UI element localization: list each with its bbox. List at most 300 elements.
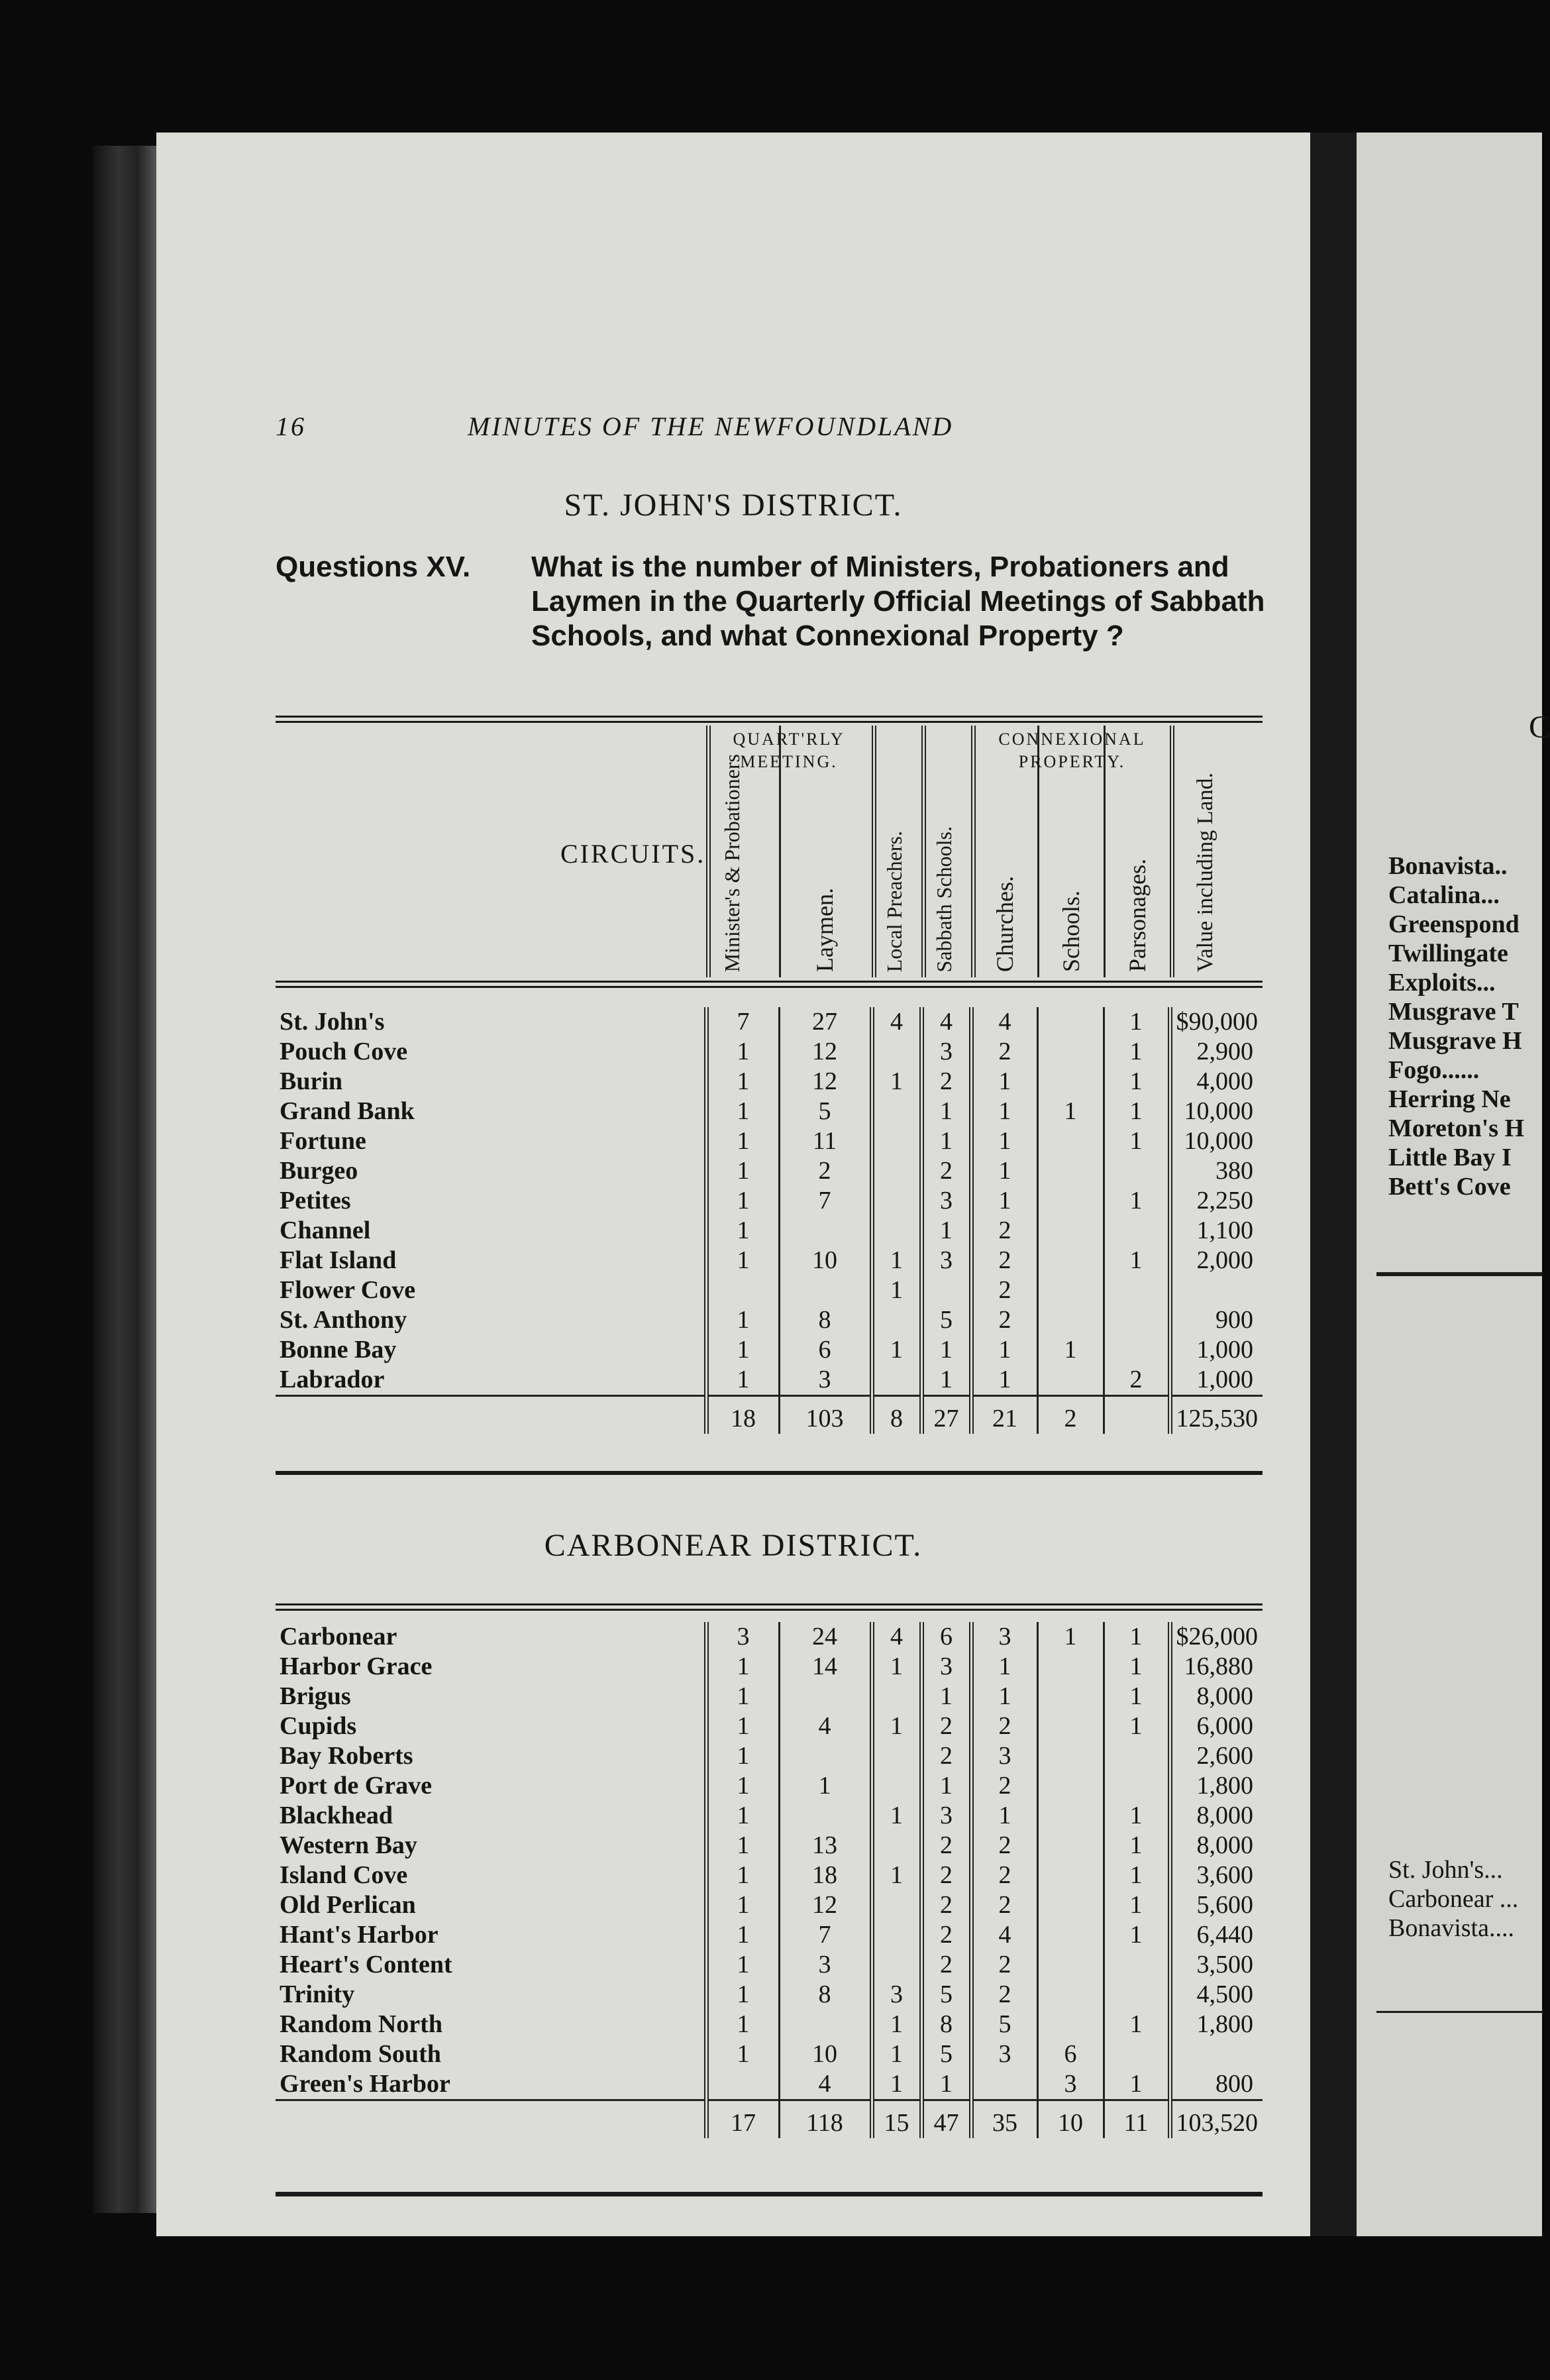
book-spine [93, 146, 156, 2213]
cell-ch: 4 [971, 1007, 1037, 1037]
cell-min: 1 [706, 1950, 779, 1980]
table-row [276, 1067, 1263, 1097]
cell-val: 1,000 [1170, 1335, 1263, 1365]
total-val: 103,520 [1170, 2100, 1263, 2139]
cell-min: 1 [706, 1890, 779, 1920]
circuit-name: Hant's Harbor [280, 1921, 439, 1949]
totals-label-cell [276, 2100, 706, 2139]
col-parsonages: Parsonages. [1124, 859, 1151, 972]
table-row [276, 1831, 1263, 1861]
cell-min: 1 [706, 1067, 779, 1097]
cell-val: 6,440 [1170, 1920, 1263, 1950]
cell-ch: 5 [971, 2010, 1037, 2039]
circuit-name: Brigus [280, 1682, 351, 1710]
cell-min: 1 [706, 1741, 779, 1771]
cell-min: 1 [706, 2039, 779, 2069]
cell-val: 8,000 [1170, 1682, 1263, 1711]
cell-sc [1037, 1067, 1104, 1097]
cell-lay [779, 1741, 872, 1771]
table-row [276, 1305, 1263, 1335]
cell-ss: 1 [921, 1335, 971, 1365]
cell-min: 1 [706, 1831, 779, 1861]
cell-sc [1037, 1365, 1104, 1396]
right-page-list-item: Catalina... [1388, 881, 1500, 909]
cell-val: 16,880 [1170, 1652, 1263, 1682]
cell-pa: 1 [1104, 1652, 1170, 1682]
col-local-preachers: Local Preachers. [882, 830, 906, 972]
cell-pa [1104, 1771, 1170, 1801]
table-row [276, 1097, 1263, 1126]
circuit-name: Pouch Cove [280, 1038, 408, 1065]
cell-ch: 1 [971, 1067, 1037, 1097]
cell-min: 1 [706, 1980, 779, 2010]
table-row [276, 1007, 1263, 1037]
cell-pa: 1 [1104, 1186, 1170, 1216]
rule [276, 981, 1263, 983]
cell-sc [1037, 1275, 1104, 1305]
cell-pa [1104, 1950, 1170, 1980]
col-sabbath-schools: Sabbath Schools. [932, 826, 956, 972]
cell-pa: 1 [1104, 1067, 1170, 1097]
circuit-name: Heart's Content [280, 1951, 452, 1978]
circuit-name: Channel [280, 1217, 371, 1244]
rule [276, 1471, 1263, 1475]
cell-ss: 3 [921, 1186, 971, 1216]
cell-ch: 4 [971, 1920, 1037, 1950]
cell-pa: 1 [1104, 1007, 1170, 1037]
cell-val: 10,000 [1170, 1097, 1263, 1126]
cell-ch: 1 [971, 1365, 1037, 1396]
circuit-name: Cupids [280, 1712, 357, 1740]
col-value: Value including Land. [1193, 772, 1217, 972]
cell-sc [1037, 1950, 1104, 1980]
cell-ch: 1 [971, 1335, 1037, 1365]
cell-lp: 1 [872, 1275, 921, 1305]
cell-pa [1104, 1216, 1170, 1246]
cell-lp [872, 1950, 921, 1980]
cell-lp [872, 1365, 921, 1396]
cell-val: 1,800 [1170, 2010, 1263, 2039]
cell-lay: 1 [779, 1771, 872, 1801]
cell-lay: 12 [779, 1067, 872, 1097]
table-row [276, 1246, 1263, 1275]
cell-lay: 12 [779, 1890, 872, 1920]
table-row [276, 1771, 1263, 1801]
table-row [276, 1920, 1263, 1950]
cell-sc: 1 [1037, 1622, 1104, 1652]
circuit-name: Old Perlican [280, 1891, 416, 1919]
cell-ch: 1 [971, 1097, 1037, 1126]
col-ministers: Minister's & Probationers [720, 753, 744, 972]
table-row [276, 1741, 1263, 1771]
cell-lp [872, 1216, 921, 1246]
rule [1376, 1272, 1542, 1276]
table-row [276, 2069, 1263, 2100]
cell-ss: 2 [921, 1711, 971, 1741]
circuit-name: Green's Harbor [280, 2070, 450, 2098]
circuit-name: Harbor Grace [280, 1652, 433, 1680]
cell-min: 1 [706, 1861, 779, 1890]
cell-lp: 1 [872, 2010, 921, 2039]
cell-val: 3,500 [1170, 1950, 1263, 1980]
cell-ch: 1 [971, 1126, 1037, 1156]
cell-pa [1104, 1156, 1170, 1186]
cell-sc [1037, 1771, 1104, 1801]
column-divider [921, 726, 926, 977]
circuit-name: Flat Island [280, 1246, 397, 1274]
total-min: 17 [706, 2100, 779, 2139]
cell-ch: 3 [971, 1741, 1037, 1771]
cell-min: 1 [706, 1216, 779, 1246]
table-row [276, 1037, 1263, 1067]
rule [276, 716, 1263, 718]
cell-pa: 1 [1104, 1126, 1170, 1156]
cell-lp: 1 [872, 1246, 921, 1275]
table-row [276, 1980, 1263, 2010]
cell-pa: 1 [1104, 1831, 1170, 1861]
table-row [276, 1861, 1263, 1890]
cell-ch: 1 [971, 1186, 1037, 1216]
cell-val: $90,000 [1170, 1007, 1263, 1037]
cell-ss: 1 [921, 1771, 971, 1801]
right-page [1357, 133, 1550, 2236]
cell-lay: 12 [779, 1037, 872, 1067]
cell-lay: 27 [779, 1007, 872, 1037]
cell-pa: 1 [1104, 1920, 1170, 1950]
cell-ch: 2 [971, 1246, 1037, 1275]
cell-val: 2,000 [1170, 1246, 1263, 1275]
right-page-letter: C [1529, 710, 1550, 745]
rule [1376, 2011, 1542, 2013]
cell-val: 1,000 [1170, 1365, 1263, 1396]
total-min: 18 [706, 1396, 779, 1434]
right-page-list-item: Carbonear ... [1388, 1885, 1519, 1913]
cell-lay: 4 [779, 1711, 872, 1741]
cell-val: $26,000 [1170, 1622, 1263, 1652]
cell-ch: 3 [971, 1622, 1037, 1652]
cell-ch: 2 [971, 1980, 1037, 2010]
cell-lp [872, 1890, 921, 1920]
totals-label-cell [276, 1396, 706, 1434]
cell-min: 1 [706, 1335, 779, 1365]
cell-val: 3,600 [1170, 1861, 1263, 1890]
cell-lp [872, 1156, 921, 1186]
cell-lay: 3 [779, 1365, 872, 1396]
cell-lp: 1 [872, 2039, 921, 2069]
cell-ss [921, 1275, 971, 1305]
cell-ss: 2 [921, 1831, 971, 1861]
cell-ss: 6 [921, 1622, 971, 1652]
book-gutter [1310, 133, 1357, 2236]
cell-lp: 4 [872, 1622, 921, 1652]
cell-lay [779, 1801, 872, 1831]
right-page-list-top [1388, 851, 1524, 1201]
cell-pa: 1 [1104, 1801, 1170, 1831]
circuits-header: CIRCUITS. [560, 839, 706, 869]
cell-min: 1 [706, 1365, 779, 1396]
cell-val: 4,000 [1170, 1067, 1263, 1097]
total-lay: 118 [779, 2100, 872, 2139]
cell-min [706, 1275, 779, 1305]
carbonear-district-title: CARBONEAR DISTRICT. [544, 1528, 923, 1563]
right-page-list-item: Little Bay I [1388, 1144, 1512, 1171]
circuit-name: Petites [280, 1187, 351, 1215]
cell-ch: 1 [971, 1801, 1037, 1831]
circuit-name: Bay Roberts [280, 1742, 413, 1770]
column-divider [872, 726, 876, 977]
cell-ch: 2 [971, 1711, 1037, 1741]
cell-ss: 3 [921, 1652, 971, 1682]
circuit-name: Flower Cove [280, 1276, 416, 1304]
table-row [276, 1335, 1263, 1365]
cell-val: 6,000 [1170, 1711, 1263, 1741]
cell-lay: 11 [779, 1126, 872, 1156]
cell-min: 1 [706, 2010, 779, 2039]
right-page-list-item: Moreton's H [1388, 1114, 1525, 1142]
cell-sc [1037, 1980, 1104, 2010]
cell-min: 7 [706, 1007, 779, 1037]
total-ss: 27 [921, 1396, 971, 1434]
cell-pa: 1 [1104, 2069, 1170, 2100]
circuit-name: St. John's [280, 1008, 385, 1036]
rule [276, 1609, 1263, 1611]
cell-ss: 3 [921, 1246, 971, 1275]
cell-min: 3 [706, 1622, 779, 1652]
table-row [276, 1156, 1263, 1186]
cell-ss: 2 [921, 1156, 971, 1186]
circuit-name: Carbonear [280, 1623, 397, 1650]
total-lp: 8 [872, 1396, 921, 1434]
cell-val: 8,000 [1170, 1831, 1263, 1861]
cell-val: 900 [1170, 1305, 1263, 1335]
circuit-name: Blackhead [280, 1802, 393, 1829]
circuit-name: Random North [280, 2010, 442, 2038]
total-sc: 10 [1037, 2100, 1104, 2139]
cell-pa [1104, 1305, 1170, 1335]
cell-min: 1 [706, 1186, 779, 1216]
cell-min: 1 [706, 1711, 779, 1741]
circuit-name: Bonne Bay [280, 1336, 397, 1364]
question-label: Questions XV. [276, 551, 471, 583]
cell-sc [1037, 1305, 1104, 1335]
cell-pa [1104, 1275, 1170, 1305]
cell-ss: 1 [921, 1216, 971, 1246]
cell-lp [872, 1741, 921, 1771]
cell-lay [779, 2010, 872, 2039]
cell-lp [872, 1831, 921, 1861]
cell-lay [779, 1275, 872, 1305]
cell-pa: 1 [1104, 1622, 1170, 1652]
right-page-list-item: Fogo...... [1388, 1056, 1480, 1084]
carbonear-table [276, 1622, 1263, 2138]
cell-lay [779, 1216, 872, 1246]
cell-lp [872, 1186, 921, 1216]
cell-lay: 4 [779, 2069, 872, 2100]
cell-ch: 2 [971, 1216, 1037, 1246]
cell-min: 1 [706, 1246, 779, 1275]
cell-sc: 6 [1037, 2039, 1104, 2069]
table-row [276, 1652, 1263, 1682]
cell-lp [872, 1037, 921, 1067]
cell-ch: 2 [971, 1831, 1037, 1861]
cell-ss: 5 [921, 2039, 971, 2069]
cell-ch: 1 [971, 1682, 1037, 1711]
circuit-name: Port de Grave [280, 1772, 433, 1800]
cell-sc [1037, 1652, 1104, 1682]
cell-val: 800 [1170, 2069, 1263, 2100]
table-row [276, 2010, 1263, 2039]
cell-min: 1 [706, 1920, 779, 1950]
cell-lay: 18 [779, 1861, 872, 1890]
cell-lp [872, 1920, 921, 1950]
cell-pa: 1 [1104, 2010, 1170, 2039]
cell-ss: 4 [921, 1007, 971, 1037]
right-page-list-item: St. John's... [1388, 1856, 1503, 1884]
circuit-name: Random South [280, 2040, 441, 2068]
total-lp: 15 [872, 2100, 921, 2139]
circuit-name: Island Cove [280, 1861, 408, 1889]
running-title: MINUTES OF THE NEWFOUNDLAND [468, 411, 954, 441]
right-page-list-item: Bonavista.. [1388, 852, 1508, 880]
cell-ss: 2 [921, 1950, 971, 1980]
cell-val: 4,500 [1170, 1980, 1263, 2010]
column-divider [1170, 726, 1174, 977]
stjohns-table [276, 1007, 1263, 1434]
cell-min: 1 [706, 1682, 779, 1711]
cell-min: 1 [706, 1156, 779, 1186]
total-pa [1104, 1396, 1170, 1434]
cell-sc [1037, 1216, 1104, 1246]
cell-lay: 3 [779, 1950, 872, 1980]
cell-min: 1 [706, 1305, 779, 1335]
cell-lp [872, 1682, 921, 1711]
cell-ch: 1 [971, 1156, 1037, 1186]
cell-min: 1 [706, 1126, 779, 1156]
table-header [276, 726, 1263, 977]
circuit-name: Grand Bank [280, 1097, 415, 1125]
cell-val: 1,800 [1170, 1771, 1263, 1801]
cell-lp: 1 [872, 1801, 921, 1831]
cell-sc [1037, 1920, 1104, 1950]
cell-sc [1037, 1801, 1104, 1831]
cell-lp: 4 [872, 1007, 921, 1037]
cell-lp: 1 [872, 1711, 921, 1741]
rule [276, 986, 1263, 988]
right-page-list-item: Bett's Cove [1388, 1173, 1511, 1201]
cell-pa: 1 [1104, 1861, 1170, 1890]
right-page-list-item: Musgrave T [1388, 998, 1519, 1026]
cell-pa: 1 [1104, 1682, 1170, 1711]
page-number: 16 [276, 411, 306, 441]
cell-lay: 8 [779, 1980, 872, 2010]
right-page-list-item: Twillingate [1388, 940, 1508, 967]
cell-lay: 8 [779, 1305, 872, 1335]
total-lay: 103 [779, 1396, 872, 1434]
cell-lp: 1 [872, 1335, 921, 1365]
cell-min: 1 [706, 1097, 779, 1126]
cell-lay: 7 [779, 1920, 872, 1950]
cell-lp: 1 [872, 1861, 921, 1890]
total-ss: 47 [921, 2100, 971, 2139]
cell-lp: 1 [872, 2069, 921, 2100]
cell-ss: 1 [921, 2069, 971, 2100]
right-page-list-item: Musgrave H [1388, 1027, 1522, 1055]
totals-row [276, 2100, 1263, 2139]
cell-val: 1,100 [1170, 1216, 1263, 1246]
col-laymen: Laymen. [811, 888, 838, 972]
cell-ch: 2 [971, 1037, 1037, 1067]
cell-ch: 2 [971, 1771, 1037, 1801]
cell-sc [1037, 1890, 1104, 1920]
circuit-name: Fortune [280, 1127, 366, 1155]
cell-lay: 10 [779, 1246, 872, 1275]
cell-lp: 1 [872, 1067, 921, 1097]
cell-min: 1 [706, 1771, 779, 1801]
total-val: 125,530 [1170, 1396, 1263, 1434]
cell-sc [1037, 1246, 1104, 1275]
cell-sc [1037, 1007, 1104, 1037]
cell-pa: 2 [1104, 1365, 1170, 1396]
cell-min: 1 [706, 1652, 779, 1682]
cell-ss: 2 [921, 1067, 971, 1097]
table-row [276, 1365, 1263, 1396]
cell-sc [1037, 1156, 1104, 1186]
right-page-list-item: Herring Ne [1388, 1085, 1511, 1113]
cell-ss: 1 [921, 1097, 971, 1126]
cell-sc [1037, 1711, 1104, 1741]
cell-val: 8,000 [1170, 1801, 1263, 1831]
cell-lp [872, 1771, 921, 1801]
group-connexional-property: CONNEXIONAL PROPERTY. [998, 730, 1146, 771]
cell-lp [872, 1126, 921, 1156]
cell-ss: 5 [921, 1980, 971, 2010]
cell-pa: 1 [1104, 1890, 1170, 1920]
rule [276, 2192, 1263, 2196]
table-row [276, 1622, 1263, 1652]
circuit-name: Burgeo [280, 1157, 358, 1185]
cell-pa [1104, 2039, 1170, 2069]
total-ch: 35 [971, 2100, 1037, 2139]
cell-sc: 1 [1037, 1097, 1104, 1126]
cell-sc: 1 [1037, 1335, 1104, 1365]
cell-ss: 2 [921, 1890, 971, 1920]
cell-val: 380 [1170, 1156, 1263, 1186]
cell-sc [1037, 1861, 1104, 1890]
cell-lp: 3 [872, 1980, 921, 2010]
cell-ss: 8 [921, 2010, 971, 2039]
left-page [156, 133, 1310, 2236]
cell-pa [1104, 1335, 1170, 1365]
cell-sc [1037, 1186, 1104, 1216]
cell-ss: 1 [921, 1365, 971, 1396]
table-row [276, 1275, 1263, 1305]
cell-val [1170, 1275, 1263, 1305]
table-row [276, 1801, 1263, 1831]
cell-sc [1037, 2010, 1104, 2039]
table-row [276, 1950, 1263, 1980]
total-pa: 11 [1104, 2100, 1170, 2139]
stjohns-district-title: ST. JOHN'S DISTRICT. [564, 488, 903, 523]
cell-val: 2,900 [1170, 1037, 1263, 1067]
cell-sc [1037, 1682, 1104, 1711]
cell-lay: 6 [779, 1335, 872, 1365]
circuit-name: St. Anthony [280, 1306, 407, 1334]
cell-lay: 24 [779, 1622, 872, 1652]
cell-ss: 5 [921, 1305, 971, 1335]
total-sc: 2 [1037, 1396, 1104, 1434]
totals-row [276, 1396, 1263, 1434]
cell-val: 10,000 [1170, 1126, 1263, 1156]
